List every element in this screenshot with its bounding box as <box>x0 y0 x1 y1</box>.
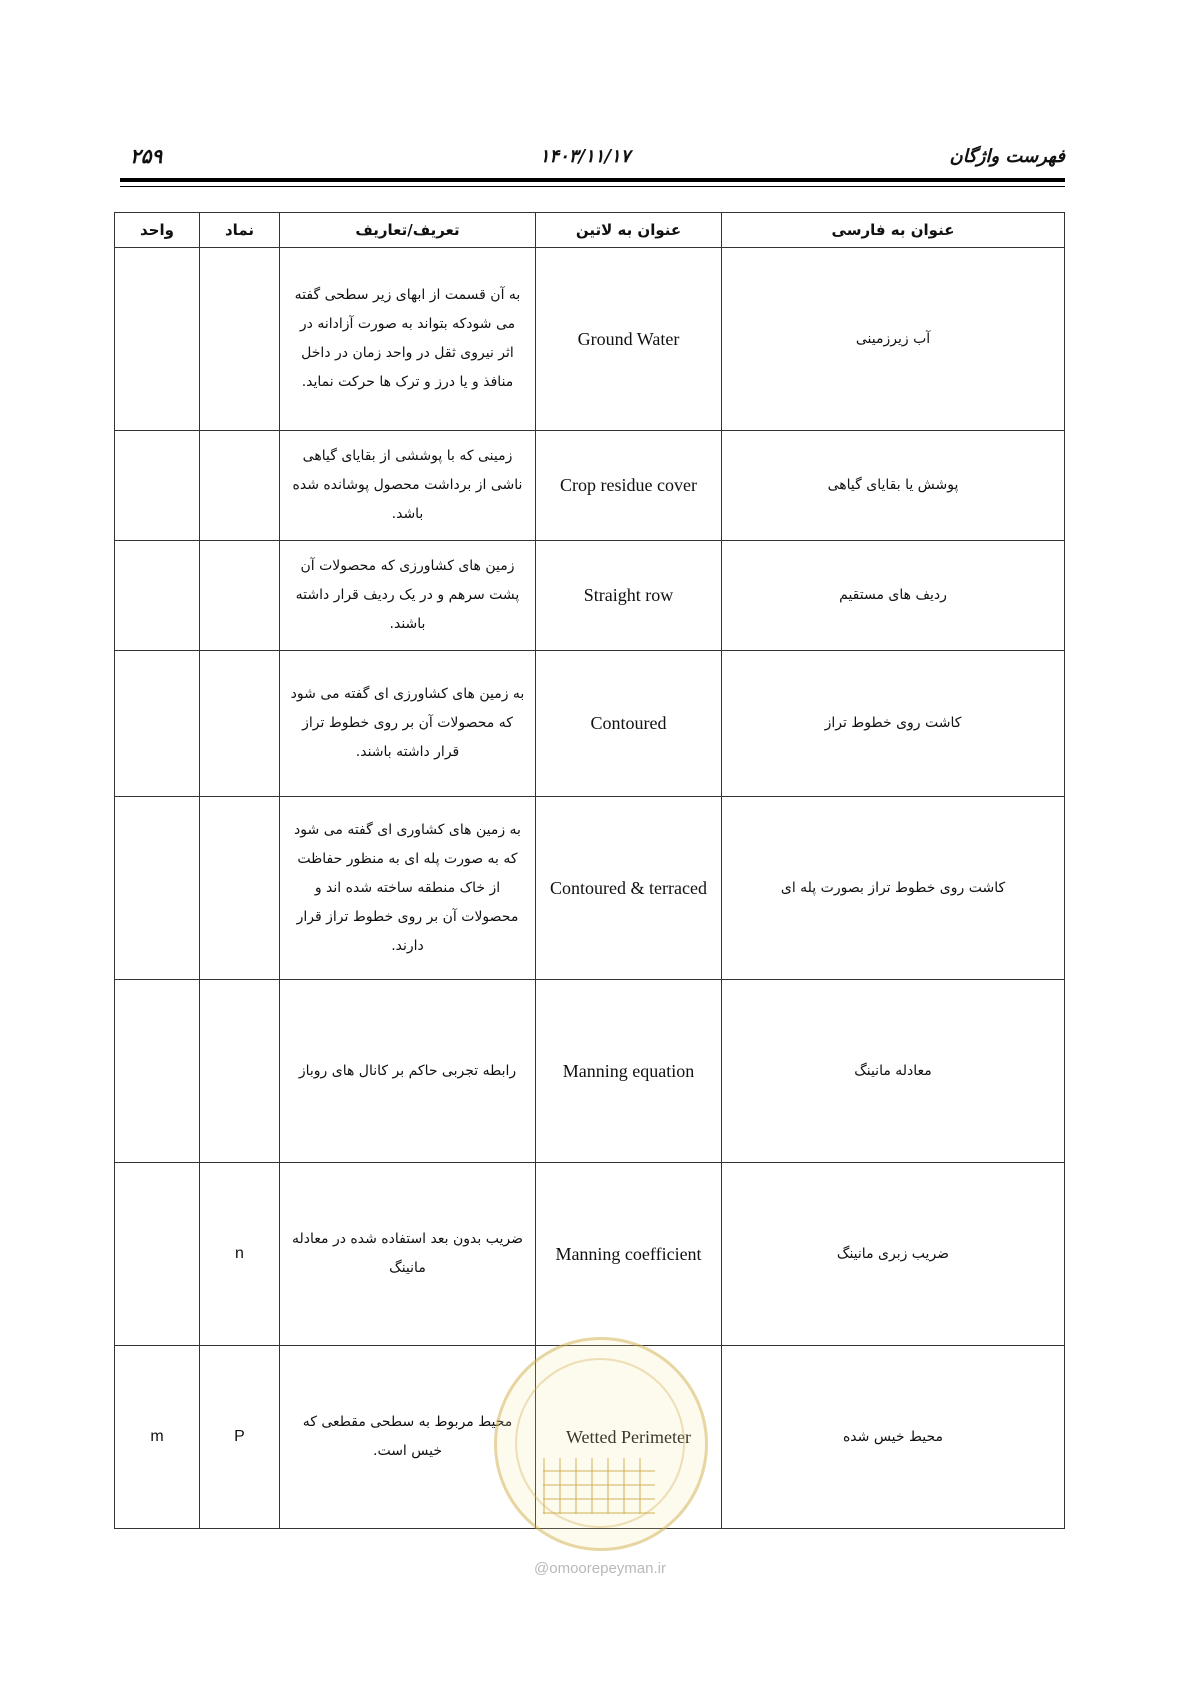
symbol: n <box>200 1163 280 1346</box>
definition: زمینی که با پوششی از بقایای گیاهی ناشی از برداشت محصول پوشانده شده باشد. <box>280 431 536 541</box>
symbol <box>200 980 280 1163</box>
symbol <box>200 248 280 431</box>
farsi-term: ردیف های مستقیم <box>722 541 1065 651</box>
page-number: ۲۵۹ <box>130 144 163 168</box>
definition: به زمین های کشاورزی ای گفته می شود که محصولات آن بر روی خطوط تراز قرار داشته باشند. <box>280 651 536 797</box>
definition: به آن قسمت از ابهای زیر سطحی گفته می شودکه بتواند به صورت آزادانه در اثر نیروی ثقل در واحد زمان در داخل منافذ و یا درز و ترک ها حرکت نماید. <box>280 248 536 431</box>
unit <box>115 980 200 1163</box>
farsi-term: آب زیرزمینی <box>722 248 1065 431</box>
column-header-farsi-title: عنوان به فارسی <box>722 213 1065 248</box>
column-header-latin-title: عنوان به لاتین <box>536 213 722 248</box>
column-header-unit: واحد <box>115 213 200 248</box>
unit <box>115 541 200 651</box>
page-header <box>120 140 1065 170</box>
symbol: P <box>200 1346 280 1529</box>
table-row <box>115 248 1065 431</box>
definition: ضریب بدون بعد استفاده شده در معادله مانینگ <box>280 1163 536 1346</box>
farsi-term: پوشش یا بقایای گیاهی <box>722 431 1065 541</box>
unit <box>115 1163 200 1346</box>
definition: محیط مربوط به سطحی مقطعی که خیس است. <box>280 1346 536 1529</box>
latin-term: Manning coefficient <box>536 1163 722 1346</box>
unit <box>115 651 200 797</box>
glossary-table <box>114 212 1065 1529</box>
table-row <box>115 541 1065 651</box>
latin-term: Contoured <box>536 651 722 797</box>
symbol <box>200 431 280 541</box>
definition: زمین های کشاورزی که محصولات آن پشت سرهم و در یک ردیف قرار داشته باشند. <box>280 541 536 651</box>
definition: رابطه تجربی حاکم بر کانال های روباز <box>280 980 536 1163</box>
farsi-term: کاشت روی خطوط تراز بصورت پله ای <box>722 797 1065 980</box>
unit <box>115 431 200 541</box>
unit: m <box>115 1346 200 1529</box>
farsi-term: محیط خیس شده <box>722 1346 1065 1529</box>
column-header-symbol: نماد <box>200 213 280 248</box>
header-divider-thin <box>120 186 1065 187</box>
column-header-definition: تعریف/تعاریف <box>280 213 536 248</box>
symbol <box>200 651 280 797</box>
farsi-term: کاشت روی خطوط تراز <box>722 651 1065 797</box>
header-divider-thick <box>120 178 1065 182</box>
latin-term: Contoured & terraced <box>536 797 722 980</box>
farsi-term: ضریب زبری مانینگ <box>722 1163 1065 1346</box>
table-row <box>115 1346 1065 1529</box>
latin-term: Ground Water <box>536 248 722 431</box>
table-row <box>115 1163 1065 1346</box>
table-row <box>115 431 1065 541</box>
table-header-row <box>115 213 1065 248</box>
farsi-term: معادله مانینگ <box>722 980 1065 1163</box>
latin-term: Straight row <box>536 541 722 651</box>
table-row <box>115 980 1065 1163</box>
table-row <box>115 651 1065 797</box>
table-row <box>115 797 1065 980</box>
unit <box>115 797 200 980</box>
symbol <box>200 541 280 651</box>
definition: به زمین های کشاوری ای گفته می شود که به صورت پله ای به منظور حفاظت از خاک منطقه ساخته شده اند و محصولات آن بر روی خطوط تراز قرار دارند. <box>280 797 536 980</box>
latin-term: Wetted Perimeter <box>536 1346 722 1529</box>
symbol <box>200 797 280 980</box>
unit <box>115 248 200 431</box>
latin-term: Crop residue cover <box>536 431 722 541</box>
latin-term: Manning equation <box>536 980 722 1163</box>
header-date: ۱۴۰۳/۱۱/۱۷ <box>539 146 631 167</box>
page-title: فهرست واژگان <box>949 146 1065 167</box>
watermark-site-text: @omoorepeyman.ir <box>534 1560 666 1577</box>
